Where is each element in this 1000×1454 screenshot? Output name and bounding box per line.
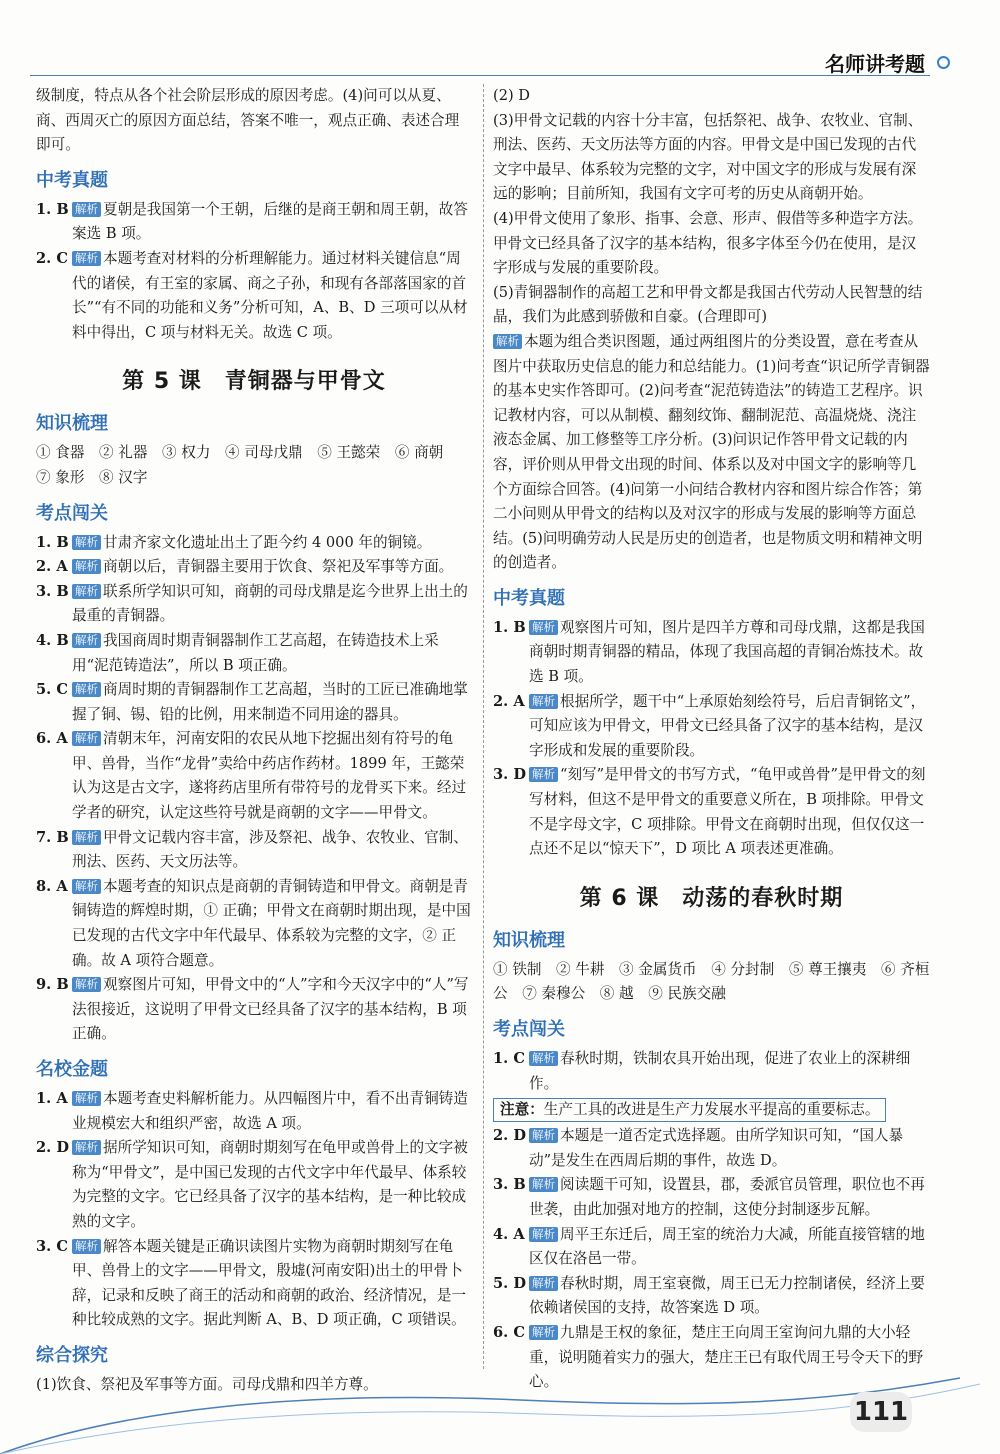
analysis-text: 根据所学，题干中“上承原始刻绘符号，后启青铜铭文”，可知应该为甲骨文，甲骨文已经具备了汉字的基本结构，是汉字形成和发展的重要阶段。 bbox=[529, 692, 926, 759]
answer-number: 1. B bbox=[493, 618, 526, 636]
analysis-text: 本题是一道否定式选择题。由所学知识可知，“国人暴动”是发生在西周后期的事件，故选 D。 bbox=[529, 1127, 904, 1169]
left-column bbox=[36, 84, 472, 1398]
analysis-tag: 解析 bbox=[529, 694, 558, 709]
answer-text bbox=[72, 678, 472, 727]
answer-number: 6. C bbox=[493, 1323, 525, 1341]
analysis-tag: 解析 bbox=[72, 535, 101, 550]
answer-number: 2. C bbox=[36, 249, 68, 267]
lesson-title: 第 6 课 动荡的春秋时期 bbox=[579, 885, 844, 911]
analysis-tag: 解析 bbox=[529, 1051, 558, 1066]
circle-icon bbox=[937, 56, 950, 69]
analysis-text: 本题考查史料解析能力。从四幅图片中，看不出青铜铸造业规模宏大和组织严密，故选 A 项。 bbox=[72, 1090, 468, 1132]
section-heading: 中考真题 bbox=[36, 169, 108, 191]
answer-number: 5. D bbox=[493, 1274, 526, 1292]
intro-paragraph: 级制度，特点从各个社会阶层形成的原因考虑。(4)问可以从夏、商、西周灭亡的原因方面总结，答案不唯一，观点正确、表述合理即可。 bbox=[36, 87, 460, 154]
synthesis-answer: (1)饮食、祭祀及军事等方面。司母戊鼎和四羊方尊。 bbox=[36, 1375, 378, 1393]
answer-number: 8. A bbox=[36, 877, 68, 895]
section-heading: 名校金题 bbox=[36, 1059, 108, 1080]
answer-list bbox=[493, 1047, 930, 1096]
answer-item bbox=[36, 531, 472, 556]
answer-number: 2. D bbox=[36, 1139, 69, 1157]
answer-item bbox=[36, 1235, 472, 1333]
answer-number: 9. B bbox=[36, 976, 69, 994]
header-rule bbox=[30, 75, 930, 76]
answer-text bbox=[72, 629, 472, 678]
synthesis-answer: (3)甲骨文记载的内容十分丰富，包括祭祀、战争、农牧业、官制、刑法、医药、天文历法等方面的内容。甲骨文是中国已发现的古代文字中最早、体系较为完整的文字，对中国文字的形成与发展有深远的影响；目前所知，我国有文字可考的历史从商朝开始。 bbox=[493, 111, 923, 203]
answer-list bbox=[36, 1087, 472, 1333]
answer-text bbox=[72, 555, 472, 580]
analysis-text: 商朝以后，青铜器主要用于饮食、祭祀及军事等方面。 bbox=[103, 558, 454, 576]
answer-item bbox=[493, 1173, 930, 1222]
analysis-text: 商周时期的青铜器制作工艺高超，当时的工匠已准确地掌握了铜、锡、铅的比例，用来制造不同用途的器具。 bbox=[72, 681, 468, 723]
synthesis-answer: (2) D bbox=[493, 87, 531, 104]
analysis-paragraph bbox=[493, 330, 930, 576]
column-divider bbox=[483, 84, 484, 1369]
answer-item bbox=[493, 763, 930, 861]
answer-item bbox=[36, 247, 472, 345]
answer-item bbox=[493, 1272, 930, 1321]
answer-text bbox=[72, 973, 472, 1047]
analysis-text: 联系所学知识可知，商朝的司母戊鼎是迄今世界上出土的最重的青铜器。 bbox=[72, 582, 468, 625]
analysis-text: 周平王东迁后，周王室的统治力大减，所能直接管辖的地区仅在洛邑一带。 bbox=[529, 1225, 925, 1268]
analysis-text: 我国商周时期青铜器制作工艺高超，在铸造技术上采用“泥范铸造法”，所以 B 项正确。 bbox=[72, 631, 439, 674]
knowledge-list: ① 铁制 ② 牛耕 ③ 金属货币 ④ 分封制 ⑤ 尊王攘夷 ⑥ 齐桓公 ⑦ 秦穆公 ⑧ 越 ⑨ 民族交融 bbox=[493, 960, 930, 1003]
answer-item bbox=[36, 555, 472, 580]
section-heading: 综合探究 bbox=[36, 1344, 108, 1366]
answer-number: 6. A bbox=[36, 730, 68, 748]
analysis-text: 本题考查的知识点是商朝的青铜铸造和甲骨文。商朝是青铜铸造的辉煌时期，① 正确；甲骨文在商朝时期出现，是中国已发现的古代文字中年代最早、体系较为完整的文字，② 正确。故 A 项符合题意。 bbox=[72, 877, 471, 969]
answer-number: 1. B bbox=[36, 200, 69, 218]
answer-number: 3. C bbox=[36, 1237, 68, 1255]
section-heading: 考点闯关 bbox=[36, 502, 108, 524]
analysis-tag: 解析 bbox=[72, 1239, 101, 1254]
answer-item bbox=[493, 690, 930, 764]
analysis-text: “刻写”是甲骨文的书写方式，“龟甲或兽骨”是甲骨文的刻写材料，但这不是甲骨文的重要意义所在，B 项排除。甲骨文不是字母文字，C 项排除。甲骨文在商朝时出现，但仅仅这一点还不足以“惊天下”，D 项比 A 项表述更准确。 bbox=[529, 766, 926, 858]
answer-item bbox=[36, 1087, 472, 1136]
answer-item bbox=[493, 1124, 930, 1173]
answer-text bbox=[529, 1124, 930, 1173]
answer-text bbox=[529, 1173, 930, 1222]
answer-item bbox=[36, 629, 472, 678]
analysis-tag: 解析 bbox=[72, 977, 101, 992]
analysis-tag: 解析 bbox=[72, 830, 101, 845]
answer-text bbox=[72, 1087, 472, 1136]
analysis-text: 甘肃齐家文化遗址出土了距今约 4 000 年的铜镜。 bbox=[103, 533, 432, 551]
analysis-text: 据所学知识可知，商朝时期刻写在龟甲或兽骨上的文字被称为“甲骨文”，是中国已发现的古代文字中年代最早、体系较为完整的文字。它已经具备了汉字的基本结构，是一种比较成熟的文字。 bbox=[72, 1139, 468, 1230]
answer-text bbox=[72, 875, 472, 973]
analysis-tag: 解析 bbox=[529, 1227, 558, 1242]
header-title: 名师讲考题 bbox=[825, 52, 925, 76]
analysis-tag: 解析 bbox=[72, 1140, 101, 1155]
analysis-text: 夏朝是我国第一个王朝，后继的是商王朝和周王朝，故答案选 B 项。 bbox=[72, 200, 468, 243]
analysis-text: 九鼎是王权的象征，楚庄王向周王室询问九鼎的大小轻重，说明随着实力的强大，楚庄王已有取代周王号令天下的野心。 bbox=[529, 1323, 924, 1391]
answer-number: 3. D bbox=[493, 766, 526, 784]
analysis-tag: 解析 bbox=[72, 879, 101, 894]
analysis-text: 本题为组合类识图题，通过两组图片的分类设置，意在考查从图片中获取历史信息的能力和总结能力。(1)问考查“识记所学青铜器的基本史实作答即可。(2)问考查“泥范铸造法”的铸造工艺程序。识记教材内容，可以从制模、翻刻纹饰、翻制泥范、高温烧烧、浇注液态金属、加工修整等工序分析。(3)问识记作答甲骨文记载的内容，评价则从甲骨文出现的时间、体系以及对中国文字的影响等几个方面综合回答。(4)问第一小问结合教材内容和图片综合作答；第二小问则从甲骨文的结构以及对汉字的形成与发展的影响等方面总结。(5)问明确劳动人民是历史的创造者，也是物质文明和精神文明的创造者。 bbox=[493, 332, 930, 572]
analysis-text: 本题考查对材料的分析理解能力。通过材料关键信息“周代的诸侯，有王室的家属、商之子孙，和现有各部落国家的首长”“有不同的功能和义务”分析可知，A、B、D 三项可以从材料中得出，C 项与材料无关。故选 C 项。 bbox=[72, 249, 468, 341]
analysis-tag: 解析 bbox=[529, 1177, 558, 1192]
answer-number: 1. B bbox=[36, 533, 69, 551]
analysis-tag: 解析 bbox=[72, 202, 101, 217]
synthesis-answer: (4)甲骨文使用了象形、指事、会意、形声、假借等多种造字方法。甲骨文已经具备了汉字的基本结构，很多字体至今仍在使用，是汉字形成与发展的重要阶段。 bbox=[493, 209, 923, 277]
answer-item bbox=[36, 198, 472, 247]
answer-item bbox=[36, 1136, 472, 1234]
answer-text bbox=[529, 690, 930, 764]
page-number: 111 bbox=[850, 1392, 912, 1432]
note-text: 生产工具的改进是生产力发展水平提高的重要标志。 bbox=[543, 1101, 880, 1119]
analysis-text: 解答本题关键是正确识读图片实物为商朝时期刻写在龟甲、兽骨上的文字——甲骨文，殷墟(河南安阳)出土的甲骨卜辞，记录和反映了商王的活动和商朝的政治、经济情况，是一种比较成熟的文字。据此判断 A、B、D 项正确，C 项错误。 bbox=[72, 1237, 467, 1329]
answer-text bbox=[72, 531, 472, 556]
analysis-text: 清朝末年，河南安阳的农民从地下挖掘出刻有符号的龟甲、兽骨，当作“龙骨”卖给中药店作药材。1899 年，王懿荣认为这是古文字，遂将药店里所有带符号的龙骨买下来。经过学者的研究，认定这些符号就是商朝的文字——甲骨文。 bbox=[72, 730, 467, 822]
answer-number: 4. B bbox=[36, 631, 69, 649]
section-heading: 知识梳理 bbox=[493, 929, 565, 951]
answer-text bbox=[72, 580, 472, 629]
section-heading: 知识梳理 bbox=[36, 413, 108, 435]
analysis-tag: 解析 bbox=[72, 251, 101, 266]
analysis-tag: 解析 bbox=[493, 334, 522, 349]
analysis-tag: 解析 bbox=[529, 1128, 558, 1143]
answer-text bbox=[529, 1223, 930, 1272]
answer-text bbox=[529, 1272, 930, 1321]
answer-item bbox=[36, 678, 472, 727]
answer-item bbox=[493, 616, 930, 690]
answer-number: 7. B bbox=[36, 828, 69, 846]
answer-number: 2. A bbox=[493, 692, 525, 710]
answer-number: 1. A bbox=[36, 1090, 68, 1107]
answer-list bbox=[493, 1124, 930, 1395]
answer-item bbox=[493, 1047, 930, 1096]
answer-number: 2. D bbox=[493, 1127, 526, 1145]
note-label: 注意： bbox=[500, 1101, 544, 1119]
analysis-text: 春秋时期，铁制农具开始出现，促进了农业上的深耕细作。 bbox=[529, 1050, 911, 1092]
answer-text bbox=[72, 1235, 472, 1333]
analysis-tag: 解析 bbox=[72, 584, 101, 599]
analysis-text: 甲骨文记载内容丰富，涉及祭祀、战争、农牧业、官制、刑法、医药、天文历法等。 bbox=[72, 828, 468, 871]
answer-text bbox=[529, 1047, 930, 1096]
answer-text bbox=[72, 198, 472, 247]
synthesis-answer: (5)青铜器制作的高超工艺和甲骨文都是我国古代劳动人民智慧的结晶，我们为此感到骄傲和自豪。(合理即可) bbox=[493, 283, 923, 326]
analysis-text: 阅读题干可知，设置县，郡，委派官员管理，职位也不再世袭，由此加强对地方的控制，这使分封制逐步瓦解。 bbox=[529, 1176, 925, 1218]
answer-text bbox=[72, 247, 472, 345]
answer-item bbox=[36, 875, 472, 973]
answer-item bbox=[36, 727, 472, 825]
answer-number: 1. C bbox=[493, 1050, 525, 1067]
answer-item bbox=[36, 580, 472, 629]
answer-text bbox=[72, 727, 472, 825]
answer-number: 5. C bbox=[36, 681, 68, 699]
right-column bbox=[493, 84, 930, 1395]
answer-text bbox=[72, 826, 472, 875]
section-heading: 考点闯关 bbox=[493, 1019, 565, 1040]
answer-item bbox=[36, 973, 472, 1047]
analysis-tag: 解析 bbox=[72, 682, 101, 697]
analysis-tag: 解析 bbox=[72, 731, 101, 746]
answer-list bbox=[36, 198, 472, 346]
analysis-tag: 解析 bbox=[72, 633, 101, 648]
answer-text bbox=[529, 616, 930, 690]
answer-number: 2. A bbox=[36, 558, 68, 576]
knowledge-list: ① 食器 ② 礼器 ③ 权力 ④ 司母戊鼎 ⑤ 王懿荣 ⑥ 商朝 ⑦ 象形 ⑧ 汉字 bbox=[36, 444, 458, 486]
analysis-tag: 解析 bbox=[72, 559, 101, 574]
analysis-tag: 解析 bbox=[72, 1091, 101, 1106]
analysis-tag: 解析 bbox=[529, 1276, 558, 1291]
answer-text bbox=[72, 1136, 472, 1234]
answer-number: 4. A bbox=[493, 1225, 525, 1243]
answer-list bbox=[36, 531, 472, 1047]
analysis-text: 观察图片可知，图片是四羊方尊和司母戊鼎，这都是我国商朝时期青铜器的精品，体现了我国高超的青铜冶炼技术。故选 B 项。 bbox=[529, 618, 925, 686]
answer-item bbox=[493, 1223, 930, 1272]
section-heading: 中考真题 bbox=[493, 587, 565, 609]
answer-number: 3. B bbox=[493, 1176, 526, 1194]
answer-item bbox=[36, 826, 472, 875]
analysis-tag: 解析 bbox=[529, 1325, 558, 1340]
analysis-tag: 解析 bbox=[529, 620, 558, 635]
answer-text bbox=[529, 763, 930, 861]
analysis-tag: 解析 bbox=[529, 767, 558, 782]
answer-number: 3. B bbox=[36, 582, 69, 600]
lesson-title: 第 5 课 青铜器与甲骨文 bbox=[122, 369, 386, 395]
answer-list bbox=[493, 616, 930, 862]
analysis-text: 春秋时期，周王室衰微，周王已无力控制诸侯，经济上要依赖诸侯国的支持，故答案选 D 项。 bbox=[529, 1274, 925, 1317]
analysis-text: 观察图片可知，甲骨文中的“人”字和今天汉字中的“人”写法很接近，这说明了甲骨文已经具备了汉字的基本结构，B 项正确。 bbox=[72, 976, 469, 1043]
note-box bbox=[493, 1098, 886, 1122]
